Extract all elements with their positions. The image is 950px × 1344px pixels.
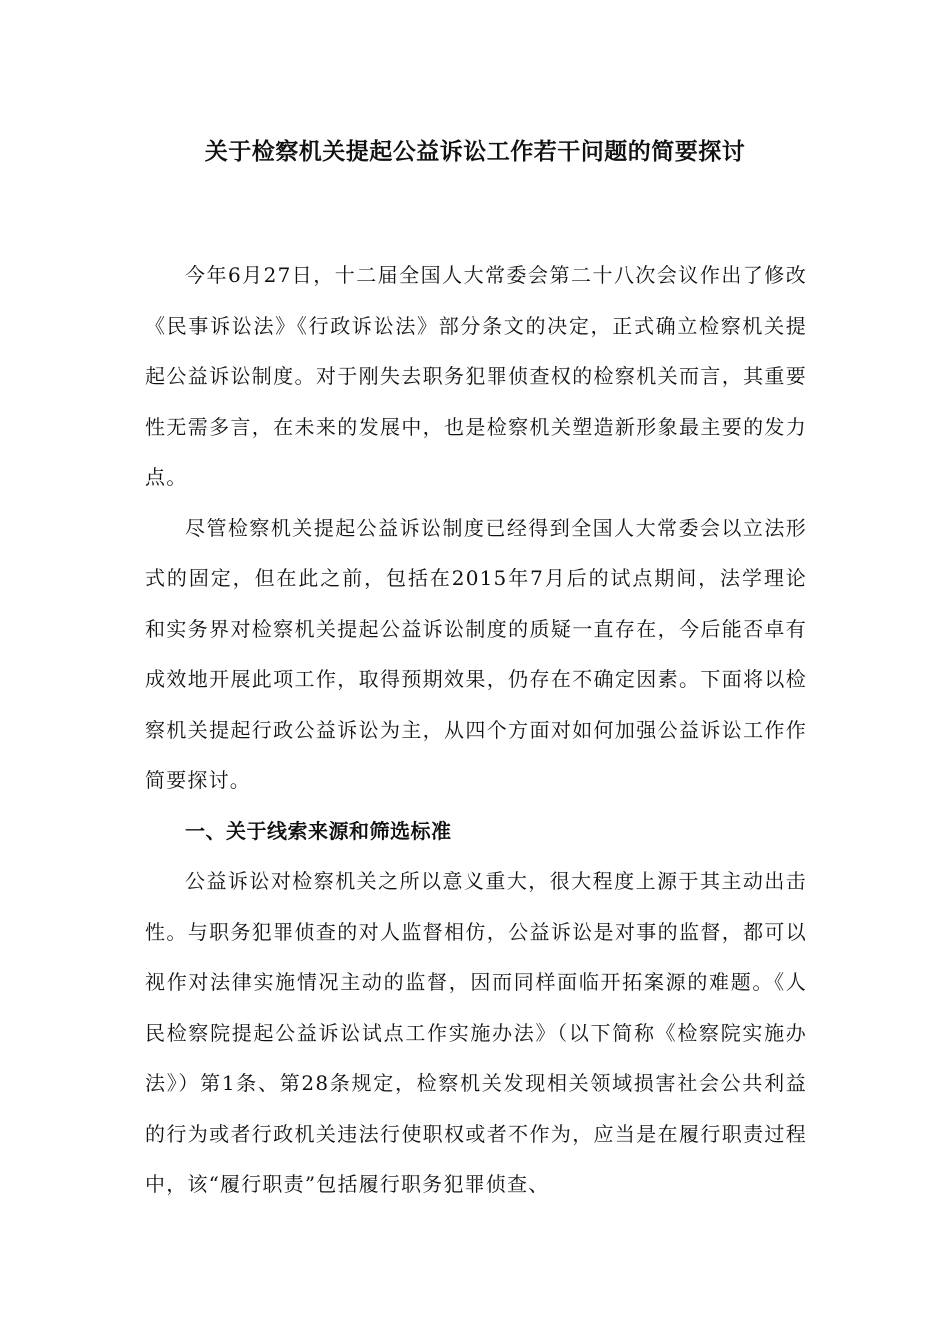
document-body — [145, 250, 807, 1210]
document-title: 关于检察机关提起公益诉讼工作若干问题的简要探讨 — [204, 139, 746, 165]
paragraph-section-one: 公益诉讼对检察机关之所以意义重大，很大程度上源于其主动出击性。与职务犯罪侦查的对人监督相仿，公益诉讼是对事的监督，都可以视作对法律实施情况主动的监督，因而同样面临开拓案源的难题。《人民检察院提起公益诉讼试点工作实施办法》（以下简称《检察院实施办法》）第1条、第28条规定，检察机关发现相关领域损害社会公共利益的行为或者行政机关违法行使职权或者不作为，应当是在履行职责过程中，该“履行职责”包括履行职务犯罪侦查、 — [145, 869, 807, 1196]
paragraph-intro: 今年6月27日，十二届全国人大常委会第二十八次会议作出了修改《民事诉讼法》《行政诉讼法》部分条文的决定，正式确立检察机关提起公益诉讼制度。对于刚失去职务犯罪侦查权的检察机关而言，其重要性无需多言，在未来的发展中，也是检察机关塑造新形象最主要的发力点。 — [145, 263, 807, 489]
section-heading: 一、关于线索来源和筛选标准 — [185, 818, 452, 843]
paragraph-background: 尽管检察机关提起公益诉讼制度已经得到全国人大常委会以立法形式的固定，但在此之前，包括在2015年7月后的试点期间，法学理论和实务界对检察机关提起公益诉讼制度的质疑一直存在，今后能否卓有成效地开展此项工作，取得预期效果，仍存在不确定因素。下面将以检察机关提起行政公益诉讼为主，从四个方面对如何加强公益诉讼工作作简要探讨。 — [145, 515, 807, 792]
